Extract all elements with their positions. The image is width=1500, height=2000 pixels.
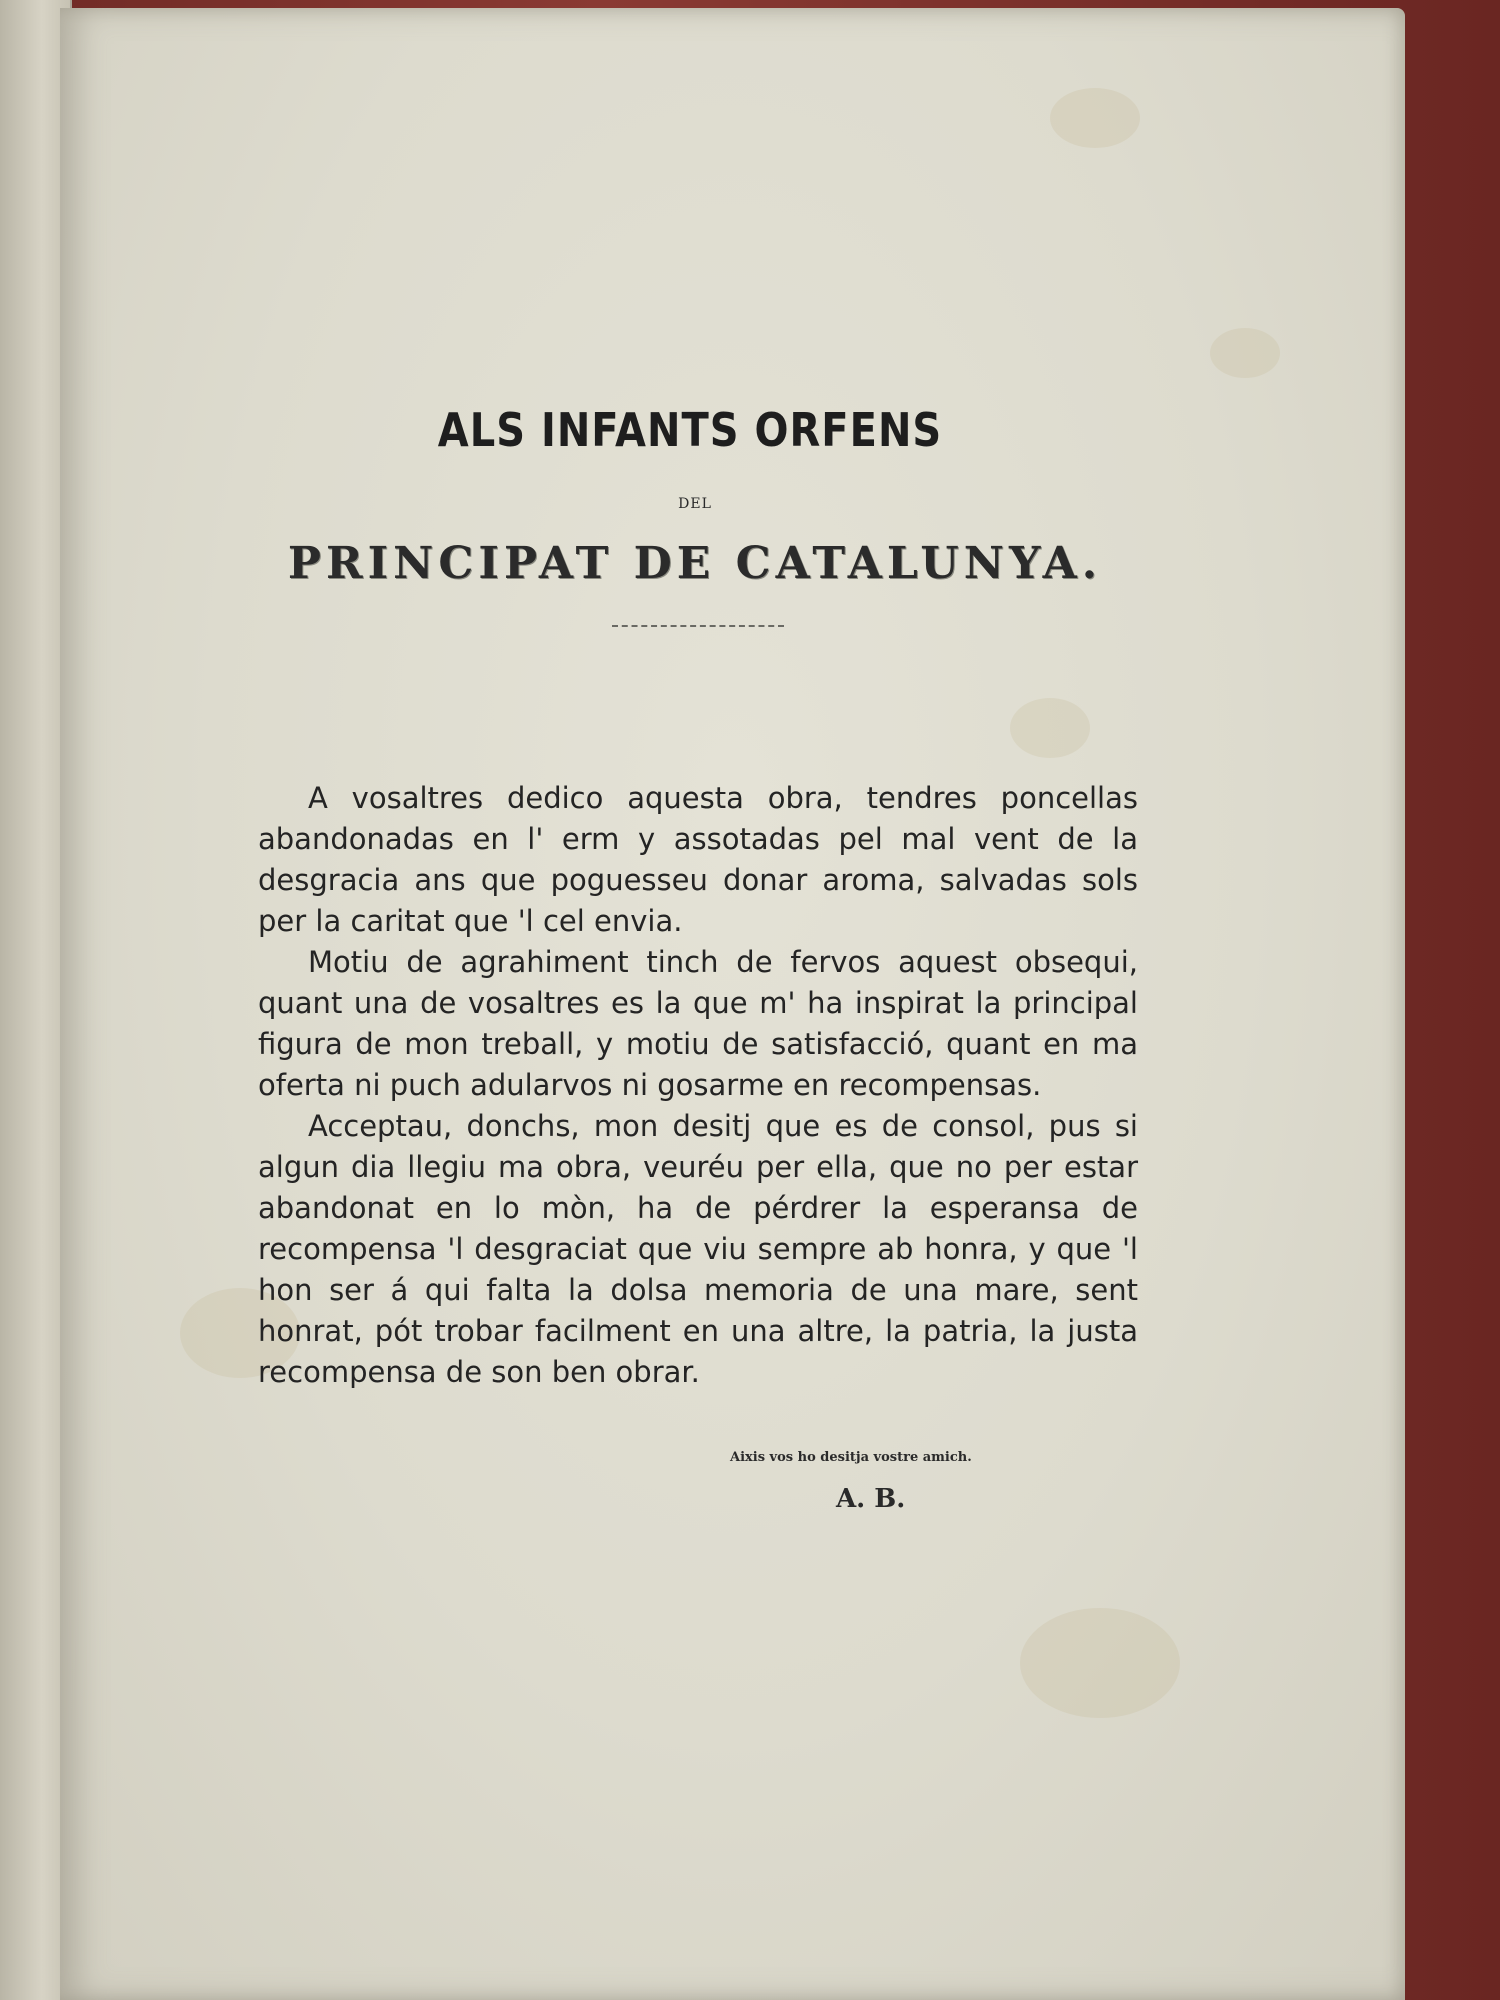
dedication-connector: DEL <box>678 496 712 512</box>
dedication-signoff: Aixis vos ho desitja vostre amich. <box>730 1450 972 1465</box>
dedication-paragraph: Motiu de agrahiment tinch de fervos aquest obsequi, quant una de vosaltres es la que m' ha inspirat la principal figura de mon treball, y motiu de satisfacció, quant en ma oferta ni puch adularvos ni gosarme en recompensas. <box>258 945 1138 1102</box>
dedication-paragraph: Acceptau, donchs, mon desitj que es de consol, pus si algun dia llegiu ma obra, veuréu per ella, que no per estar abandonat en lo mòn, ha de pérdrer la esperansa de recompensa 'l desgraciat que viu sempre ab honra, y que 'l hon ser á qui falta la dolsa memoria de una mare, sent honrat, pót trobar facilment en una altre, la patria, la justa recompensa de son ben obrar. <box>258 1109 1138 1389</box>
age-stain <box>1050 88 1140 148</box>
age-stain <box>1010 698 1090 758</box>
author-initials: A. B. <box>836 1484 906 1514</box>
age-stain <box>1020 1608 1180 1718</box>
age-stain <box>1210 328 1280 378</box>
dedication-paragraph: A vosaltres dedico aquesta obra, tendres poncellas abandonadas en l' erm y assotadas pel mal vent de la desgracia ans que poguesseu donar aroma, salvadas sols per la caritat que 'l cel envia. <box>258 781 1138 938</box>
dedication-body <box>258 778 1138 1393</box>
decorative-rule <box>612 625 784 627</box>
dedication-subtitle: PRINCIPAT DE CATALUNYA. <box>287 538 1103 589</box>
dedication-title: ALS INFANTS ORFENS <box>437 404 943 458</box>
